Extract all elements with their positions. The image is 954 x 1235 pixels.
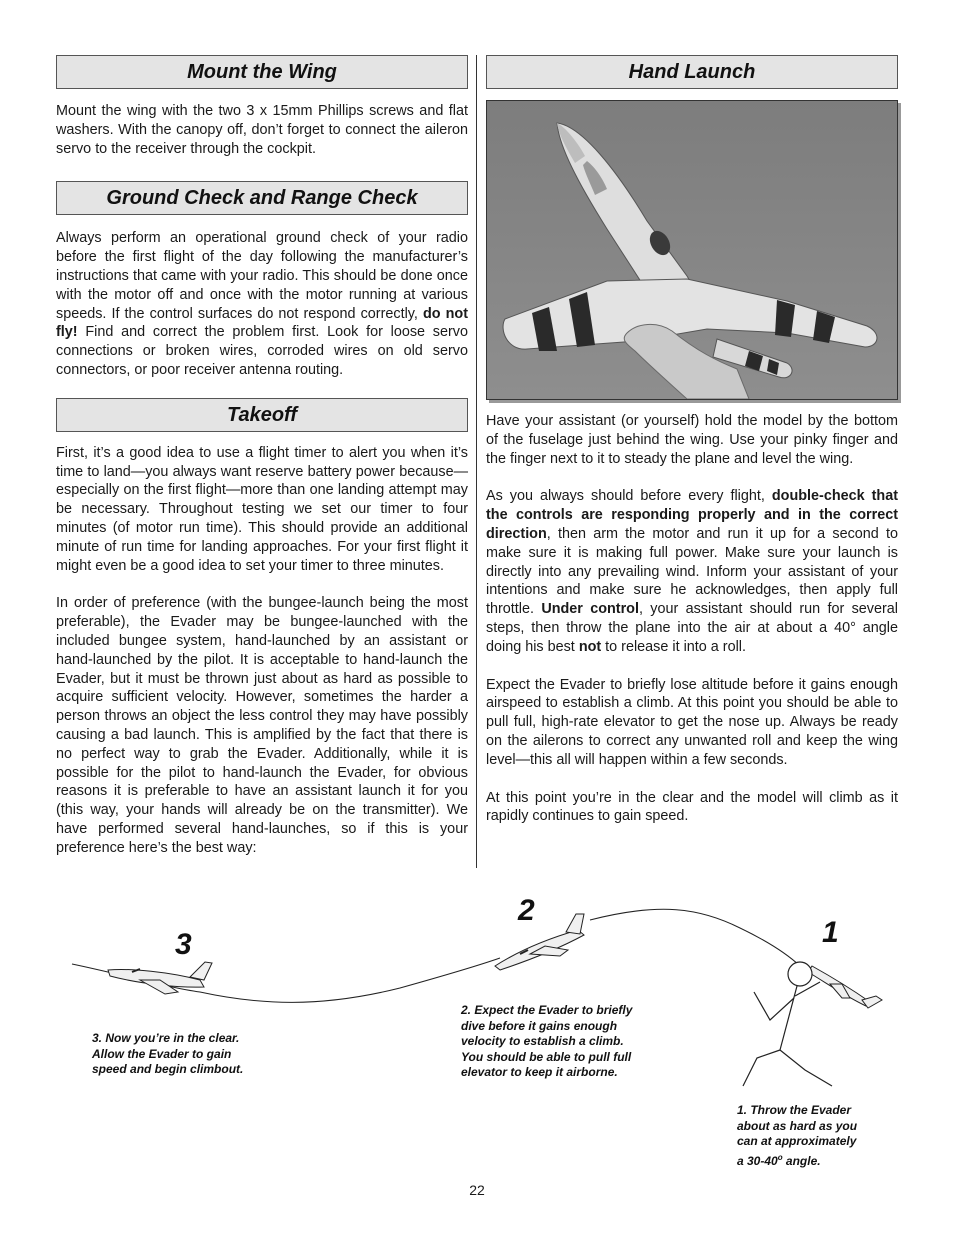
step-3-caption-line: Allow the Evader to gain [92,1046,232,1061]
hand-launch-paragraph-2 [486,487,898,656]
pilot-stick-figure [743,962,832,1086]
hl-p2-bold-check: double-check that the controls are responding properly and in the correct direction [486,488,899,542]
hand-launch-paragraph-4: At this point you’re in the clear and the model will climb as it rapidly continues to gain speed. [486,789,898,825]
step-3-caption-line: speed and begin climbout. [92,1062,244,1077]
hand-launch-paragraph-3: Expect the Evader to briefly lose altitude before it gains enough airspeed to establish a climb. At this point you should be able to pull full, high-rate elevator to get the nose up. Always be ready on the ailerons to correct any unwanted roll and keep the wing level—this all will happen within a few seconds. [486,676,898,768]
ground-check-heading: Ground Check and Range Check [56,181,468,215]
step-1-caption-angle-line [737,1150,857,1170]
hand-launch-paragraph-1: Have your assistant (or yourself) hold the model by the bottom of the fuselage just behind the wing. Use your pinky finger and the finger next to it to steady the plane and level the wing. [486,413,898,467]
step-2-number: 2 [518,894,535,927]
hand-launch-photo [486,100,898,400]
flight-path-right [590,909,800,966]
step-2-caption [461,1003,632,1081]
ground-check-text-2: Find and correct the problem first. Look for loose servo connections or broken wires, corroded wires on old servo connectors, or poor receiver antenna routing. [56,324,468,378]
left-column [56,55,468,858]
step-1-caption-line: about as hard as you [737,1118,858,1133]
page-number: 22 [469,1182,485,1198]
plane-2-icon [495,914,584,970]
step-1-angle-suffix: angle. [782,1153,821,1168]
hl-p2-a: As you always should before every flight, [486,488,772,505]
step-1-caption [737,1103,857,1169]
hl-p2-bold-control: Under control [541,601,639,618]
hl-p2-c: , then arm the motor and run it up for a second to make sure it is making full power. Make sure your launch is directly into any prevailing wind. Inform your assistant of your intentions and make sure he acknowledges, then apply full throttle. [486,525,898,618]
mount-wing-heading: Mount the Wing [56,55,468,89]
step-2-caption-line: velocity to establish a climb. [461,1034,624,1049]
column-divider [476,55,477,868]
step-2-caption-line: dive before it gains enough [461,1018,618,1033]
right-column [486,55,898,826]
step-1-caption-line: can at approximately [737,1134,857,1149]
plane-3-icon [108,962,212,994]
hand-launch-heading: Hand Launch [486,55,898,89]
takeoff-paragraph-1: First, it’s a good idea to use a flight timer to alert you when it’s time to land—you always want reserve battery power because—especially on the first flight—more than one landing attempt may be necessary. Throughout testing we set our timer to four minutes (of motor run time). This should provide an additional minute of run time for landing approaches. For your first flight it might even be a good idea to set your timer to three minutes. [56,444,468,574]
hl-p2-bold-not: not [578,638,602,655]
degree-superscript: o [777,1152,783,1162]
step-1-caption-line: 1. Throw the Evader [737,1103,852,1117]
ground-check-text [56,229,468,379]
step-2-caption-line: elevator to keep it airborne. [461,1065,618,1080]
step-2-caption-line: 2. Expect the Evader to briefly [461,1003,633,1017]
launch-sequence-diagram [0,880,954,1180]
ground-check-warning: do not fly! [56,305,468,341]
step-3-number: 3 [175,928,192,961]
hl-p2-g: to release it into a roll. [601,638,746,655]
takeoff-heading: Takeoff [56,398,468,432]
step-2-caption-line: You should be able to pull full [461,1049,632,1064]
ground-check-text-1: Always perform an operational ground check of your radio before the first flight of the day following the manufacturer’s instructions that came with your radio. This should be done once with the motor off and once with the motor running at various speeds. If the control surfaces do not respond correctly, [56,230,468,322]
mount-wing-text: Mount the wing with the two 3 x 15mm Phillips screws and flat washers. With the canopy off, don’t forget to connect the aileron servo to the receiver through the cockpit. [56,103,468,157]
evader-hand-launch-image [487,101,897,399]
takeoff-paragraph-2: In order of preference (with the bungee-launch being the most preferable), the Evader may be bungee-launched with the included bungee system, hand-launched by an assistant or hand-launched by the pilot. It is acceptable to hand-launch the Evader, but it must be thrown just about as hard as possible to acquire sufficient velocity. However, sometimes the harder a person throws an object the less control they may have possibly causing a bad launch. This is amplified by the fact that there is no perfect way to grab the Evader. Additionally, while it is possible for the pilot to hand-launch the Evader, for obvious reasons it is preferable to have an assistant launch it for you (this way, your hands will already be on the transmitter). We have performed several hand-launches, so if this is your preference here’s the best way: [56,595,468,856]
step-3-caption-line: 3. Now you’re in the clear. [92,1031,240,1045]
plane-1-icon [808,966,882,1008]
step-1-number: 1 [822,916,839,949]
step-3-caption [92,1031,243,1078]
step-1-angle-prefix: a 30-40 [737,1153,778,1168]
hl-p2-e: , your assistant should run for several steps, then throw the plane into the air at about a 40° angle doing his best [486,601,898,655]
